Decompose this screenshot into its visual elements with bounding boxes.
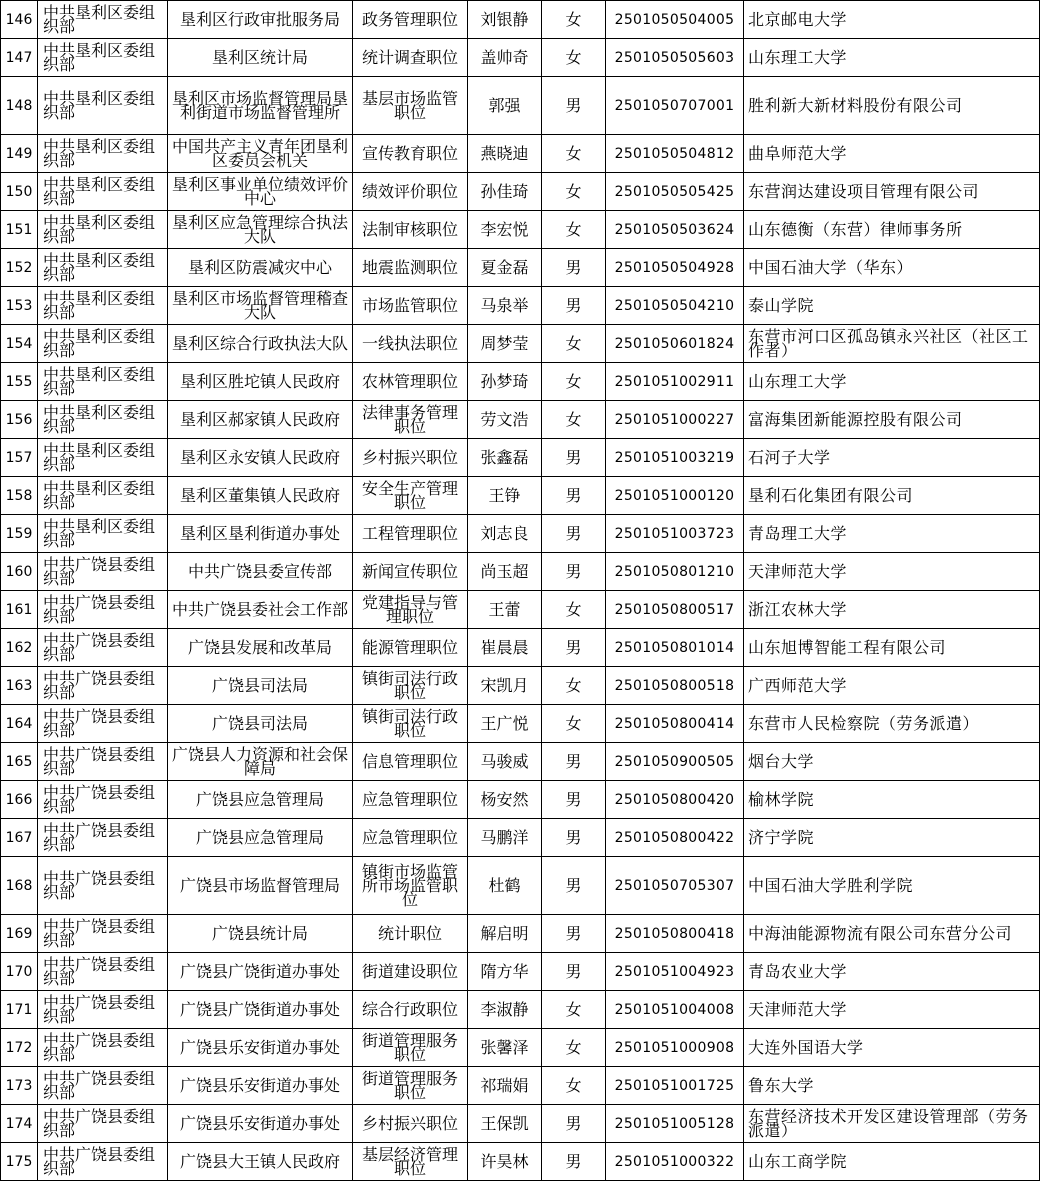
exam-id: 2501050505603 <box>606 39 744 77</box>
exam-id: 2501051000227 <box>606 401 744 439</box>
recruiting-unit: 中共垦利区委组织部 <box>38 477 168 515</box>
recruiting-unit: 中共广饶县委组织部 <box>38 667 168 705</box>
school-or-employer: 东营经济技术开发区建设管理部（劳务派遣） <box>744 1105 1040 1143</box>
school-or-employer: 泰山学院 <box>744 287 1040 325</box>
gender: 男 <box>542 743 606 781</box>
school-or-employer: 垦利石化集团有限公司 <box>744 477 1040 515</box>
school-or-employer: 天津师范大学 <box>744 991 1040 1029</box>
table-row <box>1 401 1040 439</box>
recruiting-unit: 中共垦利区委组织部 <box>38 287 168 325</box>
gender: 男 <box>542 781 606 819</box>
school-or-employer: 曲阜师范大学 <box>744 135 1040 173</box>
candidate-name: 李淑静 <box>468 991 542 1029</box>
row-number: 174 <box>1 1105 38 1143</box>
table-row <box>1 1 1040 39</box>
exam-id: 2501050601824 <box>606 325 744 363</box>
position: 一线执法职位 <box>353 325 468 363</box>
candidate-name: 马泉举 <box>468 287 542 325</box>
table-row <box>1 173 1040 211</box>
department: 垦利区事业单位绩效评价中心 <box>168 173 353 211</box>
recruiting-unit: 中共广饶县委组织部 <box>38 991 168 1029</box>
candidate-name: 盖帅奇 <box>468 39 542 77</box>
recruiting-unit: 中共广饶县委组织部 <box>38 1105 168 1143</box>
exam-id: 2501050504210 <box>606 287 744 325</box>
gender: 男 <box>542 249 606 287</box>
exam-id: 2501051004923 <box>606 953 744 991</box>
position: 法律事务管理职位 <box>353 401 468 439</box>
school-or-employer: 广西师范大学 <box>744 667 1040 705</box>
gender: 女 <box>542 705 606 743</box>
department: 垦利区垦利街道办事处 <box>168 515 353 553</box>
exam-id: 2501050800420 <box>606 781 744 819</box>
position: 基层市场监管职位 <box>353 77 468 135</box>
row-number: 163 <box>1 667 38 705</box>
candidate-name: 周梦莹 <box>468 325 542 363</box>
recruiting-unit: 中共垦利区委组织部 <box>38 515 168 553</box>
department: 广饶县大王镇人民政府 <box>168 1143 353 1181</box>
candidate-name: 崔晨晨 <box>468 629 542 667</box>
department: 垦利区应急管理综合执法大队 <box>168 211 353 249</box>
school-or-employer: 山东德衡（东营）律师事务所 <box>744 211 1040 249</box>
candidate-name: 劳文浩 <box>468 401 542 439</box>
school-or-employer: 山东理工大学 <box>744 39 1040 77</box>
candidate-name: 王保凯 <box>468 1105 542 1143</box>
gender: 男 <box>542 553 606 591</box>
department: 广饶县发展和改革局 <box>168 629 353 667</box>
recruiting-unit: 中共广饶县委组织部 <box>38 857 168 915</box>
department: 垦利区胜坨镇人民政府 <box>168 363 353 401</box>
table-row <box>1 439 1040 477</box>
candidate-name: 李宏悦 <box>468 211 542 249</box>
position: 镇街司法行政职位 <box>353 667 468 705</box>
position: 镇街司法行政职位 <box>353 705 468 743</box>
department: 广饶县广饶街道办事处 <box>168 991 353 1029</box>
row-number: 160 <box>1 553 38 591</box>
candidate-name: 王广悦 <box>468 705 542 743</box>
row-number: 164 <box>1 705 38 743</box>
department: 广饶县统计局 <box>168 915 353 953</box>
gender: 男 <box>542 1143 606 1181</box>
table-row <box>1 915 1040 953</box>
gender: 男 <box>542 629 606 667</box>
school-or-employer: 中国石油大学胜利学院 <box>744 857 1040 915</box>
position: 乡村振兴职位 <box>353 1105 468 1143</box>
candidate-name: 刘志良 <box>468 515 542 553</box>
department: 垦利区行政审批服务局 <box>168 1 353 39</box>
row-number: 153 <box>1 287 38 325</box>
row-number: 147 <box>1 39 38 77</box>
candidate-name: 郭强 <box>468 77 542 135</box>
row-number: 162 <box>1 629 38 667</box>
row-number: 155 <box>1 363 38 401</box>
gender: 男 <box>542 439 606 477</box>
exam-id: 2501051001725 <box>606 1067 744 1105</box>
department: 垦利区防震减灾中心 <box>168 249 353 287</box>
department: 垦利区市场监督管理局垦利街道市场监督管理所 <box>168 77 353 135</box>
gender: 男 <box>542 1105 606 1143</box>
position: 信息管理职位 <box>353 743 468 781</box>
gender: 女 <box>542 173 606 211</box>
school-or-employer: 山东旭博智能工程有限公司 <box>744 629 1040 667</box>
row-number: 158 <box>1 477 38 515</box>
department: 广饶县广饶街道办事处 <box>168 953 353 991</box>
row-number: 173 <box>1 1067 38 1105</box>
candidate-name: 许昊林 <box>468 1143 542 1181</box>
gender: 女 <box>542 135 606 173</box>
gender: 女 <box>542 363 606 401</box>
department: 广饶县乐安街道办事处 <box>168 1105 353 1143</box>
row-number: 149 <box>1 135 38 173</box>
candidate-name: 杜鹤 <box>468 857 542 915</box>
position: 安全生产管理职位 <box>353 477 468 515</box>
table-row <box>1 287 1040 325</box>
position: 农林管理职位 <box>353 363 468 401</box>
school-or-employer: 胜利新大新材料股份有限公司 <box>744 77 1040 135</box>
department: 中共广饶县委社会工作部 <box>168 591 353 629</box>
school-or-employer: 东营市河口区孤岛镇永兴社区（社区工作者） <box>744 325 1040 363</box>
position: 法制审核职位 <box>353 211 468 249</box>
row-number: 175 <box>1 1143 38 1181</box>
school-or-employer: 榆林学院 <box>744 781 1040 819</box>
recruiting-unit: 中共垦利区委组织部 <box>38 249 168 287</box>
department: 垦利区市场监督管理稽查大队 <box>168 287 353 325</box>
school-or-employer: 石河子大学 <box>744 439 1040 477</box>
position: 统计调查职位 <box>353 39 468 77</box>
exam-id: 2501051000908 <box>606 1029 744 1067</box>
exam-id: 2501050504005 <box>606 1 744 39</box>
row-number: 161 <box>1 591 38 629</box>
position: 综合行政职位 <box>353 991 468 1029</box>
exam-id: 2501050801014 <box>606 629 744 667</box>
gender: 男 <box>542 287 606 325</box>
gender: 男 <box>542 77 606 135</box>
table-row <box>1 857 1040 915</box>
exam-id: 2501050800414 <box>606 705 744 743</box>
candidate-name: 解启明 <box>468 915 542 953</box>
department: 中共广饶县委宣传部 <box>168 553 353 591</box>
gender: 女 <box>542 1067 606 1105</box>
department: 中国共产主义青年团垦利区委员会机关 <box>168 135 353 173</box>
table-row <box>1 781 1040 819</box>
school-or-employer: 中海油能源物流有限公司东营分公司 <box>744 915 1040 953</box>
exam-id: 2501050800518 <box>606 667 744 705</box>
exam-id: 2501050800517 <box>606 591 744 629</box>
school-or-employer: 天津师范大学 <box>744 553 1040 591</box>
table-row <box>1 477 1040 515</box>
row-number: 159 <box>1 515 38 553</box>
gender: 女 <box>542 991 606 1029</box>
department: 垦利区董集镇人民政府 <box>168 477 353 515</box>
row-number: 148 <box>1 77 38 135</box>
table-row <box>1 211 1040 249</box>
recruiting-unit: 中共广饶县委组织部 <box>38 1067 168 1105</box>
candidate-name: 张鑫磊 <box>468 439 542 477</box>
candidate-name: 张馨泽 <box>468 1029 542 1067</box>
recruiting-unit: 中共广饶县委组织部 <box>38 705 168 743</box>
recruiting-unit: 中共垦利区委组织部 <box>38 77 168 135</box>
exam-id: 2501050801210 <box>606 553 744 591</box>
position: 应急管理职位 <box>353 781 468 819</box>
exam-id: 2501051004008 <box>606 991 744 1029</box>
row-number: 151 <box>1 211 38 249</box>
table-row <box>1 591 1040 629</box>
department: 垦利区统计局 <box>168 39 353 77</box>
candidate-name: 杨安然 <box>468 781 542 819</box>
table-body <box>1 1 1040 1181</box>
position: 工程管理职位 <box>353 515 468 553</box>
gender: 男 <box>542 477 606 515</box>
table-row <box>1 39 1040 77</box>
school-or-employer: 青岛农业大学 <box>744 953 1040 991</box>
department: 垦利区综合行政执法大队 <box>168 325 353 363</box>
gender: 女 <box>542 1 606 39</box>
department: 垦利区郝家镇人民政府 <box>168 401 353 439</box>
position: 绩效评价职位 <box>353 173 468 211</box>
position: 宣传教育职位 <box>353 135 468 173</box>
recruiting-unit: 中共垦利区委组织部 <box>38 39 168 77</box>
gender: 男 <box>542 819 606 857</box>
table-row <box>1 77 1040 135</box>
exam-id: 2501051003723 <box>606 515 744 553</box>
candidate-name: 夏金磊 <box>468 249 542 287</box>
exam-id: 2501050705307 <box>606 857 744 915</box>
recruiting-unit: 中共广饶县委组织部 <box>38 915 168 953</box>
school-or-employer: 烟台大学 <box>744 743 1040 781</box>
position: 市场监管职位 <box>353 287 468 325</box>
school-or-employer: 鲁东大学 <box>744 1067 1040 1105</box>
gender: 女 <box>542 1029 606 1067</box>
table-row <box>1 249 1040 287</box>
candidate-name: 燕晓迪 <box>468 135 542 173</box>
row-number: 167 <box>1 819 38 857</box>
position: 街道管理服务职位 <box>353 1067 468 1105</box>
candidate-name: 孙佳琦 <box>468 173 542 211</box>
department: 广饶县应急管理局 <box>168 781 353 819</box>
row-number: 152 <box>1 249 38 287</box>
position: 政务管理职位 <box>353 1 468 39</box>
candidate-name: 王蕾 <box>468 591 542 629</box>
table-row <box>1 515 1040 553</box>
recruiting-unit: 中共垦利区委组织部 <box>38 401 168 439</box>
row-number: 150 <box>1 173 38 211</box>
gender: 男 <box>542 915 606 953</box>
department: 广饶县应急管理局 <box>168 819 353 857</box>
gender: 女 <box>542 325 606 363</box>
exam-id: 2501050504812 <box>606 135 744 173</box>
position: 基层经济管理职位 <box>353 1143 468 1181</box>
department: 广饶县司法局 <box>168 705 353 743</box>
position: 地震监测职位 <box>353 249 468 287</box>
row-number: 169 <box>1 915 38 953</box>
exam-id: 2501050800422 <box>606 819 744 857</box>
position: 街道建设职位 <box>353 953 468 991</box>
table-row <box>1 743 1040 781</box>
gender: 男 <box>542 515 606 553</box>
exam-id: 2501051005128 <box>606 1105 744 1143</box>
exam-id: 2501051003219 <box>606 439 744 477</box>
department: 广饶县市场监督管理局 <box>168 857 353 915</box>
department: 广饶县乐安街道办事处 <box>168 1067 353 1105</box>
row-number: 166 <box>1 781 38 819</box>
position: 街道管理服务职位 <box>353 1029 468 1067</box>
school-or-employer: 浙江农林大学 <box>744 591 1040 629</box>
school-or-employer: 东营润达建设项目管理有限公司 <box>744 173 1040 211</box>
recruiting-unit: 中共广饶县委组织部 <box>38 1143 168 1181</box>
recruiting-unit: 中共垦利区委组织部 <box>38 325 168 363</box>
candidate-name: 马骏威 <box>468 743 542 781</box>
row-number: 156 <box>1 401 38 439</box>
table-row <box>1 705 1040 743</box>
exam-id: 2501050707001 <box>606 77 744 135</box>
gender: 女 <box>542 591 606 629</box>
recruiting-unit: 中共垦利区委组织部 <box>38 363 168 401</box>
recruiting-unit: 中共广饶县委组织部 <box>38 553 168 591</box>
recruiting-unit: 中共垦利区委组织部 <box>38 173 168 211</box>
exam-id: 2501050900505 <box>606 743 744 781</box>
school-or-employer: 山东理工大学 <box>744 363 1040 401</box>
recruiting-unit: 中共广饶县委组织部 <box>38 781 168 819</box>
school-or-employer: 富海集团新能源控股有限公司 <box>744 401 1040 439</box>
department: 垦利区永安镇人民政府 <box>168 439 353 477</box>
recruiting-unit: 中共广饶县委组织部 <box>38 591 168 629</box>
position: 新闻宣传职位 <box>353 553 468 591</box>
department: 广饶县人力资源和社会保障局 <box>168 743 353 781</box>
row-number: 168 <box>1 857 38 915</box>
gender: 女 <box>542 401 606 439</box>
table-row <box>1 991 1040 1029</box>
table-row <box>1 553 1040 591</box>
table-row <box>1 819 1040 857</box>
candidate-name: 刘银静 <box>468 1 542 39</box>
candidate-name: 孙梦琦 <box>468 363 542 401</box>
row-number: 170 <box>1 953 38 991</box>
school-or-employer: 东营市人民检察院（劳务派遣） <box>744 705 1040 743</box>
table-row <box>1 629 1040 667</box>
exam-id: 2501051000322 <box>606 1143 744 1181</box>
row-number: 172 <box>1 1029 38 1067</box>
department: 广饶县乐安街道办事处 <box>168 1029 353 1067</box>
candidate-name: 宋凯月 <box>468 667 542 705</box>
table-row <box>1 1143 1040 1181</box>
exam-id: 2501050503624 <box>606 211 744 249</box>
table-row <box>1 1067 1040 1105</box>
recruiting-unit: 中共广饶县委组织部 <box>38 819 168 857</box>
recruiting-unit: 中共广饶县委组织部 <box>38 743 168 781</box>
gender: 男 <box>542 953 606 991</box>
table-row <box>1 325 1040 363</box>
row-number: 171 <box>1 991 38 1029</box>
candidate-name: 隋方华 <box>468 953 542 991</box>
position: 乡村振兴职位 <box>353 439 468 477</box>
school-or-employer: 大连外国语大学 <box>744 1029 1040 1067</box>
position: 镇街市场监管所市场监管职位 <box>353 857 468 915</box>
row-number: 146 <box>1 1 38 39</box>
gender: 女 <box>542 39 606 77</box>
position: 统计职位 <box>353 915 468 953</box>
school-or-employer: 北京邮电大学 <box>744 1 1040 39</box>
recruiting-unit: 中共广饶县委组织部 <box>38 1029 168 1067</box>
candidate-name: 王铮 <box>468 477 542 515</box>
candidate-name: 马鹏洋 <box>468 819 542 857</box>
gender: 女 <box>542 211 606 249</box>
table-row <box>1 135 1040 173</box>
school-or-employer: 济宁学院 <box>744 819 1040 857</box>
recruiting-unit: 中共垦利区委组织部 <box>38 211 168 249</box>
recruiting-unit: 中共垦利区委组织部 <box>38 439 168 477</box>
row-number: 157 <box>1 439 38 477</box>
table-row <box>1 1029 1040 1067</box>
recruiting-unit: 中共广饶县委组织部 <box>38 953 168 991</box>
exam-id: 2501051002911 <box>606 363 744 401</box>
table-row <box>1 953 1040 991</box>
department: 广饶县司法局 <box>168 667 353 705</box>
school-or-employer: 山东工商学院 <box>744 1143 1040 1181</box>
exam-id: 2501051000120 <box>606 477 744 515</box>
position: 能源管理职位 <box>353 629 468 667</box>
position: 党建指导与管理职位 <box>353 591 468 629</box>
row-number: 165 <box>1 743 38 781</box>
position: 应急管理职位 <box>353 819 468 857</box>
gender: 女 <box>542 667 606 705</box>
table-row <box>1 363 1040 401</box>
candidate-name: 祁瑞娟 <box>468 1067 542 1105</box>
school-or-employer: 中国石油大学（华东） <box>744 249 1040 287</box>
exam-id: 2501050800418 <box>606 915 744 953</box>
table-row <box>1 667 1040 705</box>
school-or-employer: 青岛理工大学 <box>744 515 1040 553</box>
exam-id: 2501050505425 <box>606 173 744 211</box>
exam-id: 2501050504928 <box>606 249 744 287</box>
gender: 男 <box>542 857 606 915</box>
table-row <box>1 1105 1040 1143</box>
row-number: 154 <box>1 325 38 363</box>
recruiting-unit: 中共垦利区委组织部 <box>38 1 168 39</box>
recruiting-unit: 中共垦利区委组织部 <box>38 135 168 173</box>
candidate-name: 尚玉超 <box>468 553 542 591</box>
recruiting-unit: 中共广饶县委组织部 <box>38 629 168 667</box>
